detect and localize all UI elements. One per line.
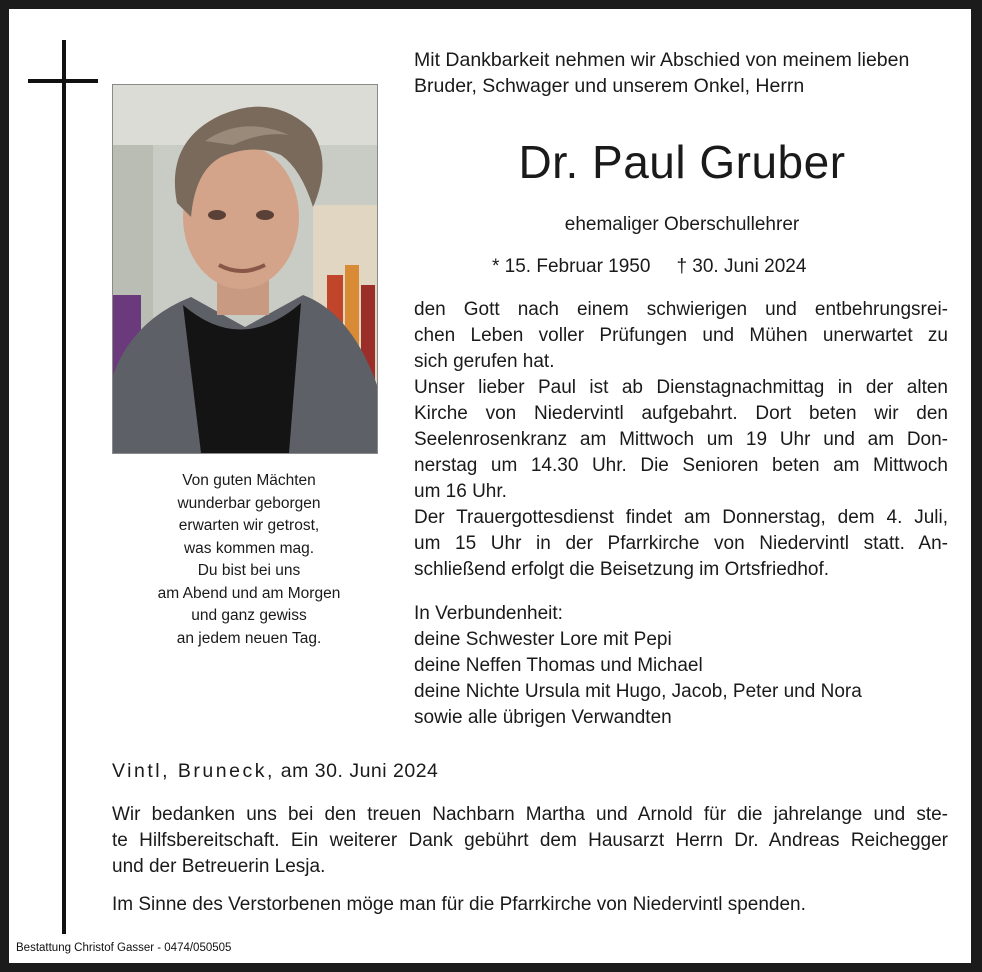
intro-text xyxy=(414,47,909,99)
thanks-paragraph xyxy=(112,802,948,880)
mourner-entry: deine Nichte Ursula mit Hugo, Jacob, Peter und Nora xyxy=(414,681,862,702)
cross-vertical-bar xyxy=(62,40,66,934)
poem xyxy=(112,470,386,650)
poem-line: Von guten Mächten xyxy=(182,472,316,489)
body-line: nerstag um 14.30 Uhr. Die Senioren beten am Mittwoch xyxy=(414,455,948,476)
mourner-entry: sowie alle übrigen Verwandten xyxy=(414,707,672,728)
places: Vintl, Bruneck, xyxy=(112,760,275,782)
cross-horizontal-bar xyxy=(28,79,98,83)
thanks-line: te Hilfsbereitschaft. Ein weiterer Dank gebührt dem Hausarzt Herrn Dr. Andreas Reichegger xyxy=(112,830,948,851)
paragraph-funeral xyxy=(414,505,948,583)
body-line: den Gott nach einem schwierigen und entbehrungsrei- xyxy=(414,299,948,320)
body-line: Seelenrosenkranz am Mittwoch um 19 Uhr und am Don- xyxy=(414,429,948,450)
notice-date: am 30. Juni 2024 xyxy=(280,760,439,782)
poem-line: Du bist bei uns xyxy=(197,562,301,579)
poem-line: was kommen mag. xyxy=(183,539,315,557)
intro-line: Bruder, Schwager und unserem Onkel, Herrn xyxy=(414,75,805,97)
poem-line: und ganz gewiss xyxy=(191,607,307,624)
mourners-heading: In Verbundenheit: xyxy=(414,603,563,624)
body-line: chen Leben voller Prüfungen und Mühen unerwartet zu xyxy=(414,325,948,346)
body-line: sich gerufen hat. xyxy=(414,351,555,372)
body-line: um 15 Uhr in der Pfarrkirche von Niedervintl statt. An- xyxy=(414,533,948,554)
place-and-date xyxy=(112,760,438,783)
body-line: um 16 Uhr. xyxy=(414,481,507,502)
life-dates xyxy=(492,256,806,278)
deceased-occupation: ehemaliger Oberschullehrer xyxy=(564,214,800,235)
thanks-line: und der Betreuerin Lesja. xyxy=(112,856,326,877)
poem-line: am Abend und am Morgen xyxy=(157,584,341,602)
birth-date: * 15. Februar 1950 xyxy=(492,256,651,277)
body-line: Der Trauergottesdienst findet am Donnerstag, dem 4. Juli, xyxy=(414,507,948,528)
body-line: Kirche von Niedervintl aufgebahrt. Dort beten wir den xyxy=(414,403,948,424)
portrait-photo xyxy=(112,84,378,454)
poem-line: erwarten wir getrost, xyxy=(178,517,320,534)
mourners-list xyxy=(414,601,862,731)
paragraph-called xyxy=(414,297,948,375)
mourner-entry: deine Neffen Thomas und Michael xyxy=(414,655,703,676)
thanks-line: Wir bedanken uns bei den treuen Nachbarn Martha und Arnold für die jahrelange und ste- xyxy=(112,804,948,825)
death-date: † 30. Juni 2024 xyxy=(676,256,807,277)
announcement-body xyxy=(414,297,948,583)
paragraph-viewing xyxy=(414,375,948,505)
body-line: schließend erfolgt die Beisetzung im Ortsfriedhof. xyxy=(414,559,830,580)
poem-line: an jedem neuen Tag. xyxy=(176,629,322,647)
body-line: Unser lieber Paul ist ab Dienstagnachmittag in der alten xyxy=(414,377,948,398)
deceased-name: Dr. Paul Gruber xyxy=(518,136,846,188)
mourner-entry: deine Schwester Lore mit Pepi xyxy=(414,629,672,650)
intro-line: Mit Dankbarkeit nehmen wir Abschied von meinem lieben xyxy=(414,49,910,71)
poem-line: wunderbar geborgen xyxy=(177,494,321,512)
donation-note: Im Sinne des Verstorbenen möge man für die Pfarrkirche von Niedervintl spenden. xyxy=(112,894,806,915)
funeral-home-footer: Bestattung Christof Gasser - 0474/050505 xyxy=(16,942,232,954)
